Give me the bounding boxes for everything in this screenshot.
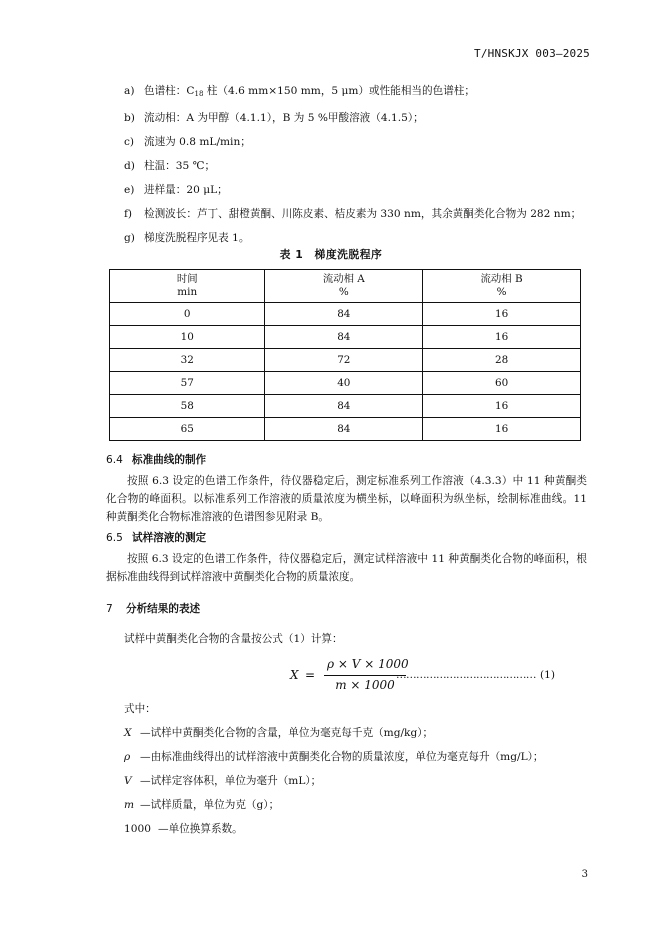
formula-leader-dots: …………………………………… — [396, 669, 536, 681]
table-cell: 65 — [110, 418, 265, 441]
table-header-row — [110, 270, 581, 303]
table-cell: 84 — [265, 303, 423, 326]
table-cell: 28 — [423, 349, 581, 372]
table-cell: 58 — [110, 395, 265, 418]
variable-symbol: m — [124, 799, 135, 811]
calculation-intro: 试样中黄酮类化合物的含量按公式（1）计算： — [124, 633, 343, 645]
table-row — [110, 395, 581, 418]
condition-text: 梯度洗脱程序见表 1。 — [144, 232, 250, 244]
column-header-time: 时间 min — [110, 270, 265, 303]
table-cell: 84 — [265, 418, 423, 441]
chromatographic-conditions-list — [124, 79, 599, 250]
table-cell: 40 — [265, 372, 423, 395]
condition-text: 流动相：A 为甲醇（4.1.1），B 为 5 %甲酸溶液（4.1.5）； — [144, 112, 424, 124]
variable-description: —单位换算系数。 — [158, 823, 243, 835]
condition-text: 流速为 0.8 mL/min； — [144, 136, 251, 148]
formula-denominator: m × 1000 — [335, 678, 395, 692]
section-number: 6.5 — [106, 532, 123, 544]
condition-text: 色谱柱：$C_{18}$ 柱（4.6 mm×150 mm，5 μm）或性能相当的色谱柱； — [144, 85, 475, 98]
section-heading-6-4 — [106, 452, 206, 467]
section-title: 标准曲线的制作 — [132, 454, 207, 466]
condition-marker: b) — [124, 112, 135, 124]
section-6-5-body: 按照 6.3 设定的色谱工作条件，待仪器稳定后，测定试样溶液中 11 种黄酮类化合物的峰面积，根据标准曲线得到试样溶液中黄酮类化合物的质量浓度。 — [106, 553, 587, 583]
section-heading-6-5 — [106, 530, 206, 545]
formula-number: (1) — [540, 669, 556, 681]
variable-description: —试样中黄酮类化合物的含量，单位为毫克每千克（mg/kg）； — [140, 727, 434, 739]
condition-text: 检测波长：芦丁、甜橙黄酮、川陈皮素、桔皮素为 330 nm，其余黄酮类化合物为 282 nm； — [144, 208, 582, 220]
variable-symbol: ρ — [124, 751, 131, 763]
section-heading-7 — [106, 601, 200, 616]
table-cell: 84 — [265, 326, 423, 349]
variable-symbol: 1000 — [124, 823, 151, 835]
condition-item — [124, 130, 599, 154]
column-header-mobile-phase-b: 流动相 B % — [423, 270, 581, 303]
condition-item — [124, 154, 599, 178]
table-cell: 72 — [265, 349, 423, 372]
table-cell: 32 — [110, 349, 265, 372]
condition-item — [124, 178, 599, 202]
formula-equals: = — [305, 668, 316, 682]
section-6-4-body: 按照 6.3 设定的色谱工作条件，待仪器稳定后，测定标准系列工作溶液（4.3.3）中 11 种黄酮类化合物的峰面积。以标准系列工作溶液的质量浓度为横坐标，以峰面积为纵坐标，绘制标准曲线。11 种黄酮类化合物标准溶液的色谱图参见附录 B。 — [106, 475, 587, 523]
table-row — [110, 303, 581, 326]
fraction-bar — [324, 675, 406, 676]
variable-definition — [124, 749, 544, 764]
table-cell: 57 — [110, 372, 265, 395]
table-cell: 0 — [110, 303, 265, 326]
section-title: 分析结果的表述 — [126, 603, 201, 615]
condition-text: 柱温：35 ℃； — [144, 160, 216, 172]
variable-definition — [124, 725, 433, 740]
condition-marker: e) — [124, 184, 135, 196]
variable-symbol: X — [124, 727, 132, 739]
table-row — [110, 418, 581, 441]
gradient-elution-table — [109, 269, 581, 441]
formula-lhs: X — [290, 668, 299, 682]
table-row — [110, 326, 581, 349]
table-cell: 16 — [423, 395, 581, 418]
section-number: 6.4 — [106, 454, 123, 466]
table-cell: 60 — [423, 372, 581, 395]
table-row — [110, 372, 581, 395]
variable-definition — [124, 773, 321, 788]
section-title: 试样溶液的测定 — [132, 532, 207, 544]
table-cell: 16 — [423, 303, 581, 326]
table-cell: 84 — [265, 395, 423, 418]
condition-marker: d) — [124, 160, 135, 172]
section-number: 7 — [106, 603, 113, 615]
column-header-mobile-phase-a: 流动相 A % — [265, 270, 423, 303]
page-number: 3 — [581, 869, 588, 880]
table-cell: 16 — [423, 418, 581, 441]
condition-marker: a) — [124, 85, 135, 97]
variable-description: —试样定容体积，单位为毫升（mL）； — [140, 775, 322, 787]
condition-item — [124, 106, 599, 130]
formula-numerator: ρ × V × 1000 — [327, 657, 409, 671]
table-cell: 10 — [110, 326, 265, 349]
variable-description: —由标准曲线得出的试样溶液中黄酮类化合物的质量浓度，单位为毫克每升（mg/L）； — [140, 751, 544, 763]
condition-marker: c) — [124, 136, 135, 148]
variable-definition — [124, 821, 243, 836]
variable-description: —试样质量，单位为克（g）； — [140, 799, 280, 811]
variable-symbol: V — [124, 775, 132, 787]
variable-definition — [124, 797, 279, 812]
condition-item — [124, 79, 599, 106]
document-code: T/HNSKJX 003—2025 — [474, 47, 590, 60]
condition-item — [124, 202, 599, 226]
table-row — [110, 349, 581, 372]
condition-marker: g) — [124, 232, 135, 244]
table-title: 表 1 梯度洗脱程序 — [279, 248, 383, 261]
table-cell: 16 — [423, 326, 581, 349]
condition-text: 进样量：20 μL； — [144, 184, 228, 196]
where-label: 式中： — [124, 703, 156, 715]
condition-marker: f) — [124, 208, 133, 220]
